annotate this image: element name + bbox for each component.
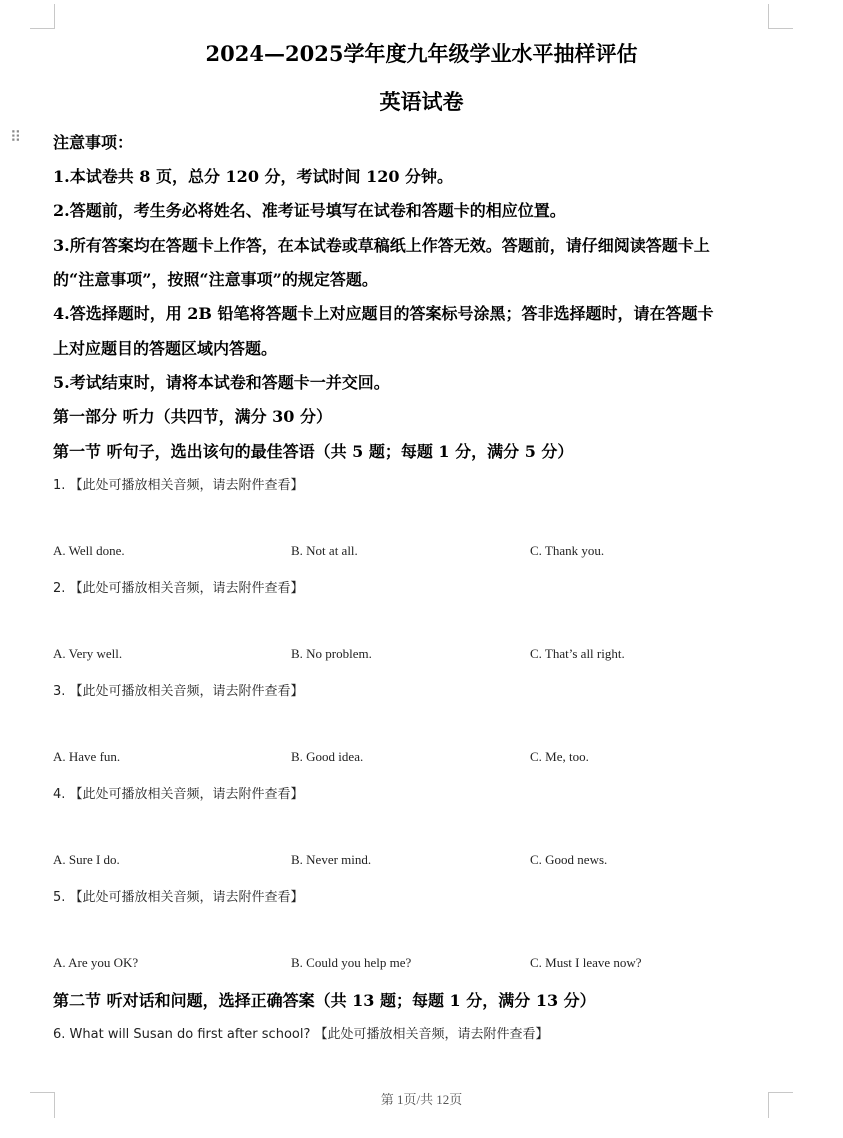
option-c: C. That’s all right. [530,646,625,661]
option-c: C. Me, too. [530,749,589,764]
option-a: A. Have fun. [53,749,121,764]
option-c: C. Good news. [530,852,608,867]
note-3b: 的“注意事项”，按照“注意事项”的规定答题。 [53,270,378,289]
drag-handle-icon[interactable]: ⠿ [10,128,21,146]
note-3a: 3.所有答案均在答题卡上作答，在本试卷或草稿纸上作答无效。答题前，请仔细阅读答题卡上 [53,236,710,255]
question-6-stem[interactable]: 6. What will Susan do first after school? 【此处可播放相关音频，请去附件查看】 [53,1027,549,1042]
crop-mark-top-right [768,4,769,28]
option-c: C. Must I leave now? [530,955,642,970]
section-1-heading: 第一节 听句子，选出该句的最佳答语（共 5 题；每题 1 分，满分 5 分） [53,442,574,461]
section-2-heading: 第二节 听对话和问题，选择正确答案（共 13 题；每题 1 分，满分 13 分） [53,991,596,1010]
option-b: B. No problem. [291,646,372,661]
question-stem[interactable]: 4. 【此处可播放相关音频，请去附件查看】 [53,787,304,802]
option-a: A. Well done. [53,543,125,558]
crop-mark-top-left [54,4,55,28]
option-a: A. Very well. [53,646,123,661]
exam-subtitle: 英语试卷 [379,89,464,114]
note-4b: 上对应题目的答题区域内答题。 [53,339,278,358]
option-a: A. Sure I do. [53,852,120,867]
note-4a: 4.答选择题时，用 2B 铅笔将答题卡上对应题目的答案标号涂黑；答非选择题时，请在答题卡 [53,304,714,323]
option-a: A. Are you OK? [53,955,139,970]
note-5: 5.考试结束时，请将本试卷和答题卡一并交回。 [53,373,390,392]
question-stem[interactable]: 5. 【此处可播放相关音频，请去附件查看】 [53,890,304,905]
crop-mark-top-right-h [768,28,793,29]
option-b: B. Good idea. [291,749,364,764]
question-stem[interactable]: 1. 【此处可播放相关音频，请去附件查看】 [53,478,304,493]
crop-mark-top-left-h [30,28,55,29]
part-1-heading: 第一部分 听力（共四节，满分 30 分） [53,407,332,426]
page-footer: 第 1页/共 12页 [380,1092,463,1107]
exam-title: 2024—2025学年度九年级学业水平抽样评估 [205,41,638,66]
option-c: C. Thank you. [530,543,605,558]
option-b: B. Could you help me? [291,955,412,970]
question-stem[interactable]: 2. 【此处可播放相关音频，请去附件查看】 [53,581,304,596]
question-stem[interactable]: 3. 【此处可播放相关音频，请去附件查看】 [53,684,304,699]
option-b: B. Not at all. [291,543,358,558]
option-b: B. Never mind. [291,852,372,867]
note-2: 2.答题前，考生务必将姓名、准考证号填写在试卷和答题卡的相应位置。 [53,201,566,220]
note-1: 1.本试卷共 8 页，总分 120 分，考试时间 120 分钟。 [53,167,454,186]
notes-heading: 注意事项： [53,133,134,152]
